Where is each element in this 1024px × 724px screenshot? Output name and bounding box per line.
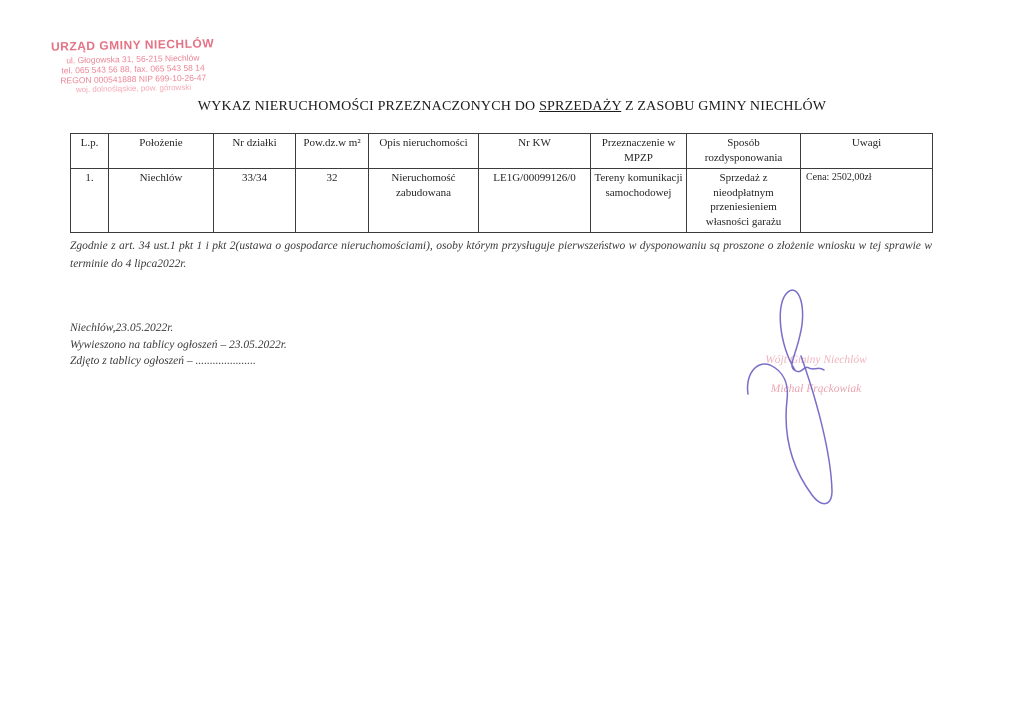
stamp-regon-nip: REGON 000541888 NIP 699-10-26-47 (60, 72, 207, 86)
header-przeznaczenie: Przeznaczenie w MPZP (591, 134, 687, 169)
posted-date-line: Wywieszono na tablicy ogłoszeń – 23.05.2022r. (70, 338, 287, 351)
cell-opis: Nieruchomość zabudowana (369, 168, 479, 232)
removed-date-line: Zdjęto z tablicy ogłoszeń – ..................... (70, 355, 256, 368)
signature-stamp-text (726, 355, 906, 395)
signer-role: Wójt Gminy Niechlów (765, 354, 867, 366)
cell-uwagi: Cena: 2502,00zł (801, 168, 933, 232)
page-title (0, 99, 1024, 115)
cell-sposob: Sprzedaż z nieodpłatnym przeniesieniem własności garażu (687, 168, 801, 232)
stamp-address: ul. Głogowska 31, 56-215 Niechlów (66, 52, 200, 66)
cell-nr-dzialki: 33/34 (214, 168, 296, 232)
cell-przeznaczenie: Tereny komunikacji samochodowej (591, 168, 687, 232)
cell-pow-dz: 32 (296, 168, 369, 232)
stamp-phone-fax: tel. 065 543 56 88, fax. 065 543 58 14 (61, 62, 205, 76)
table-header-row (71, 134, 933, 169)
page-title-underlined: SPRZEDAŻY (539, 99, 622, 114)
header-sposob: Sposób rozdysponowania (687, 134, 801, 169)
page-title-part2: Z ZASOBU GMINY NIECHLÓW (621, 99, 827, 114)
header-pow-dz: Pow.dz.w m² (296, 134, 369, 169)
table-row (71, 168, 933, 232)
header-uwagi: Uwagi (801, 134, 933, 169)
header-nr-dzialki: Nr działki (214, 134, 296, 169)
cell-lp: 1. (71, 168, 109, 232)
date-place-line: Niechlów,23.05.2022r. (70, 322, 174, 334)
signer-name: Michał Frąckowiak (770, 382, 862, 395)
office-stamp (37, 36, 228, 95)
legal-paragraph: Zgodnie z art. 34 ust.1 pkt 1 i pkt 2(ustawa o gospodarce nieruchomościami), osoby którym przysługuje pierwszeństwo w dysponowaniu są proszone o złożenie wniosku w tej sprawie w terminie do 4 lipca2022r. (70, 240, 932, 271)
cell-polozenie: Niechlów (109, 168, 214, 232)
properties-table (70, 133, 933, 233)
cell-nr-kw: LE1G/00099126/0 (479, 168, 591, 232)
page-title-part1: WYKAZ NIERUCHOMOŚCI PRZEZNACZONYCH DO (197, 99, 540, 114)
header-polozenie: Położenie (109, 134, 214, 169)
stamp-office-name: URZĄD GMINY NIECHLÓW (50, 36, 215, 54)
header-opis: Opis nieruchomości (369, 134, 479, 169)
header-nr-kw: Nr KW (479, 134, 591, 169)
header-lp: L.p. (71, 134, 109, 169)
dates-block (70, 320, 287, 370)
stamp-region: woj. dolnośląskie, pow. górowski (75, 82, 192, 95)
